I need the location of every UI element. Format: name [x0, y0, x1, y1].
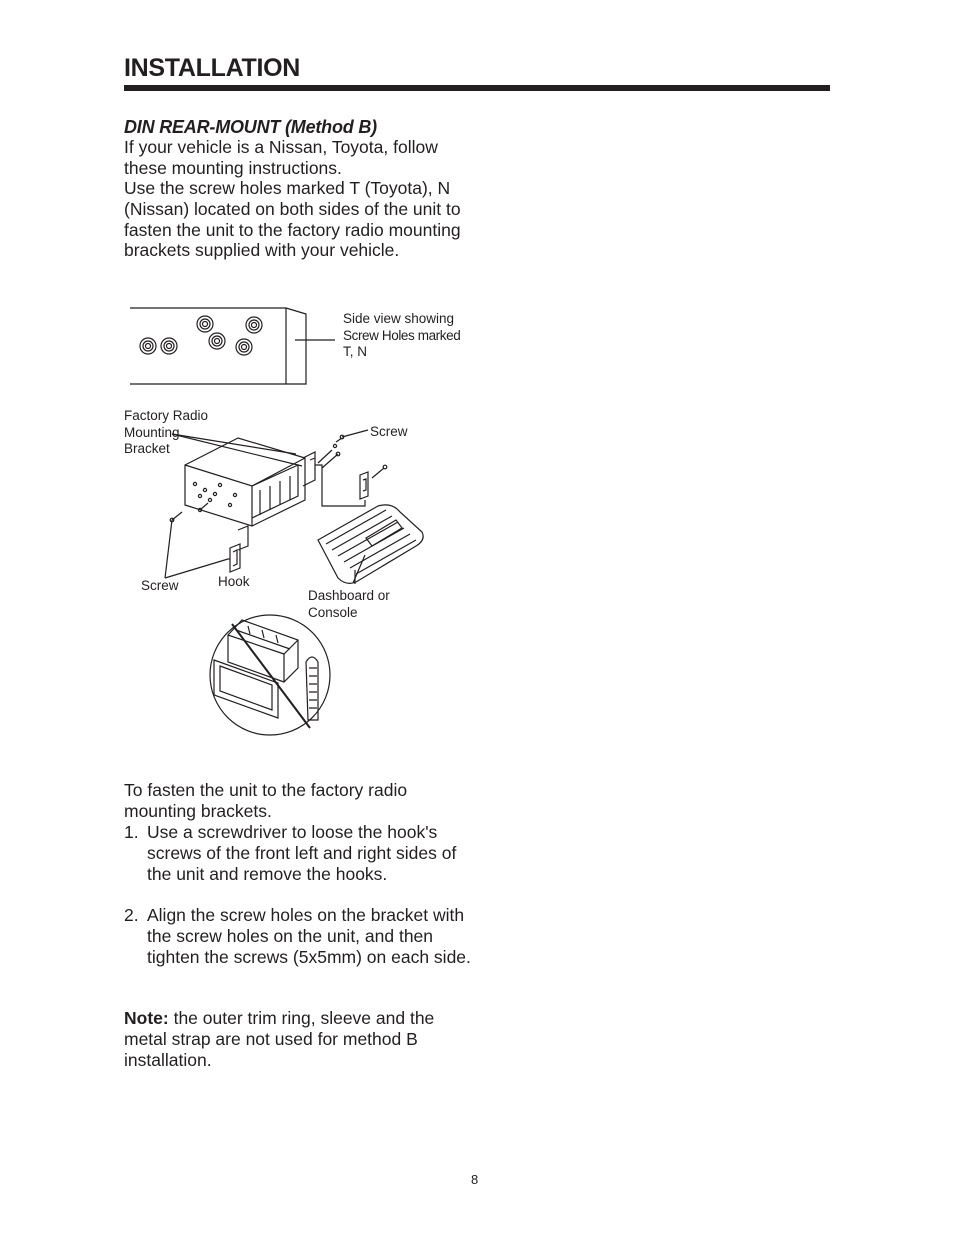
note-label: Note:: [124, 1008, 169, 1028]
screw-hole-icon: [140, 338, 156, 354]
screw-hole-icon: [197, 316, 213, 332]
screw-label-top: Screw: [370, 424, 408, 439]
step-number: 1.: [124, 822, 139, 842]
dashboard-label: Dashboard or Console: [308, 588, 390, 620]
page-title: INSTALLATION: [124, 54, 301, 82]
screw-hole-icon: [161, 338, 177, 354]
screw-hole-icon: [246, 317, 262, 333]
step-text: Align the screw holes on the bracket with the screw holes on the unit, and then tighten the screws (5x5mm) on each side.: [147, 905, 471, 967]
bracket-label: Factory Radio Mounting Bracket: [124, 408, 209, 456]
screw-label-bottom: Screw: [141, 578, 179, 593]
screw-hole-icon: [209, 333, 225, 349]
section-heading: DIN REAR-MOUNT (Method B): [124, 117, 377, 137]
hook-label: Hook: [218, 574, 250, 589]
note-text: the outer trim ring, sleeve and the metal strap are not used for method B installation.: [124, 1008, 435, 1070]
instructions-lead: To fasten the unit to the factory radio mounting brackets.: [124, 780, 408, 821]
intro-paragraph-1: If your vehicle is a Nissan, Toyota, follow these mounting instructions.: [124, 137, 438, 178]
step-number: 2.: [124, 905, 139, 925]
side-view-drawing: [130, 308, 335, 384]
not-used-callout: [210, 615, 330, 735]
page-number: 8: [471, 1172, 479, 1187]
note-paragraph: [124, 1008, 474, 1070]
intro-paragraph-2: Use the screw holes marked T (Toyota), N (Nissan) located on both sides of the unit to fasten the unit to the factory radio mounting brackets supplied with your vehicle.: [124, 178, 461, 261]
title-rule: [124, 85, 830, 91]
screw-hole-icon: [236, 339, 252, 355]
step-text: Use a screwdriver to loose the hook's screws of the front left and right sides of the unit and remove the hooks.: [147, 822, 457, 884]
side-view-label: Side view showing Screw Holes marked T, N: [343, 311, 461, 359]
installation-diagram: [110, 300, 480, 740]
